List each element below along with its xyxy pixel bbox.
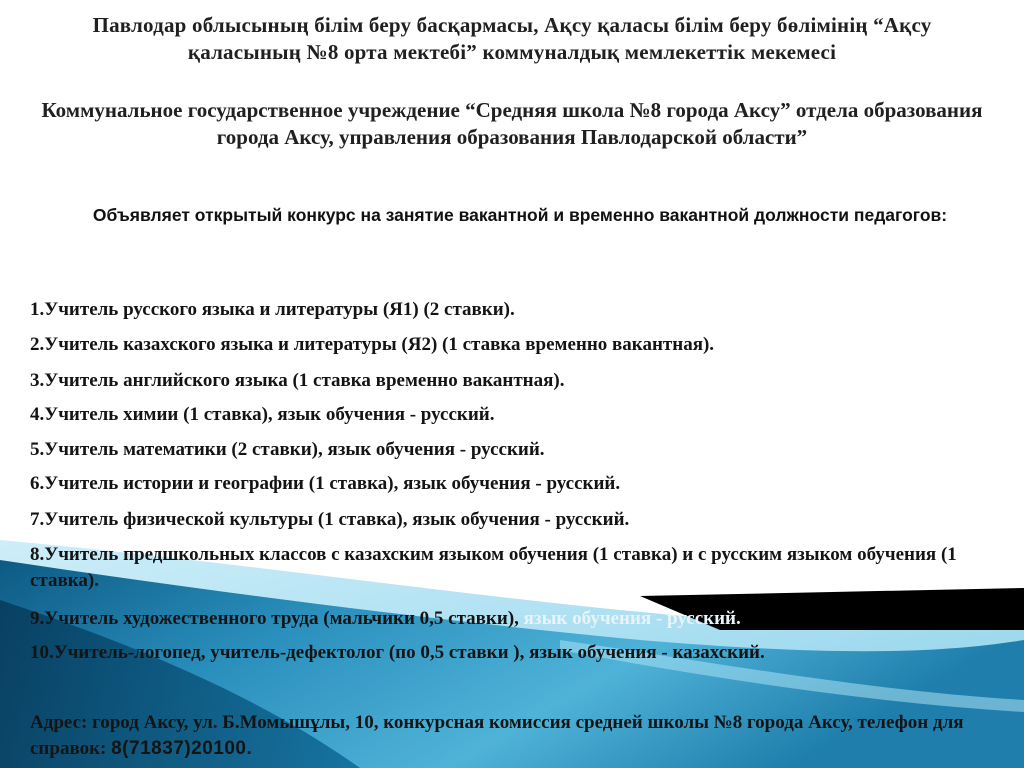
vacancy-number: 4.	[30, 404, 45, 425]
vacancy-text: Учитель физической культуры (1 ставка), язык обучения - русский.	[44, 509, 630, 530]
vacancy-number: 9.	[30, 608, 45, 629]
address-block	[30, 710, 990, 762]
vacancy-number: 3.	[30, 370, 45, 391]
vacancy-item	[30, 437, 1010, 463]
vacancy-number: 2.	[30, 334, 45, 355]
vacancy-item	[30, 507, 1010, 533]
vacancy-item	[30, 542, 1010, 594]
vacancy-text: Учитель предшкольных классов с казахским языком обучения (1 ставка) и с русским языком обучения (1 ставка).	[30, 544, 957, 591]
vacancy-text: Учитель русского языка и литературы (Я1) (2 ставки).	[44, 299, 515, 320]
vacancy-item	[30, 471, 1010, 497]
header-kazakh: Павлодар облысының білім беру басқармасы, Ақсу қаласы білім беру бөлімінің “Ақсу қаласының №8 орта мектебі” коммуналдық мемлекеттік мекемесі	[92, 13, 932, 64]
vacancy-text: Учитель математики (2 ставки), язык обучения - русский.	[44, 439, 545, 460]
vacancy-item	[30, 332, 1010, 358]
vacancy-text: Учитель казахского языка и литературы (Я2) (1 ставка временно вакантная).	[44, 334, 715, 355]
vacancy-text: Учитель художественного труда (мальчики 0,5 ставки),	[44, 608, 524, 629]
vacancy-text-tail: язык обучения - русский.	[523, 608, 741, 629]
vacancy-number: 10.	[30, 642, 54, 663]
vacancy-text: Учитель-логопед, учитель-дефектолог (по 0,5 ставки ), язык обучения - казахский.	[53, 642, 765, 663]
vacancy-number: 5.	[30, 439, 45, 460]
vacancy-text: Учитель истории и географии (1 ставка), язык обучения - русский.	[44, 473, 621, 494]
vacancy-text: Учитель химии (1 ставка), язык обучения - русский.	[44, 404, 495, 425]
vacancy-number: 7.	[30, 509, 45, 530]
vacancy-item	[30, 606, 1010, 632]
announcement-heading: Объявляет открытый конкурс на занятие вакантной и временно вакантной должности педагогов:	[92, 205, 948, 225]
vacancy-number: 8.	[30, 544, 45, 565]
vacancy-item	[30, 297, 1010, 323]
header-russian: Коммунальное государственное учреждение “Средняя школа №8 города Аксу” отдела образования города Аксу, управления образования Павлодарской области”	[41, 98, 983, 149]
vacancy-number: 6.	[30, 473, 45, 494]
vacancy-text: Учитель английского языка (1 ставка временно вакантная).	[44, 370, 565, 391]
vacancy-item	[30, 368, 1010, 394]
vacancy-item	[30, 640, 1010, 666]
address-text: Адрес: город Аксу, ул. Б.Момышұлы, 10, конкурсная комиссия средней школы №8 города Аксу, телефон для справок:	[30, 712, 964, 759]
vacancy-number: 1.	[30, 299, 45, 320]
vacancy-item	[30, 402, 1010, 428]
phone-number: 8(71837)20100.	[111, 738, 253, 759]
